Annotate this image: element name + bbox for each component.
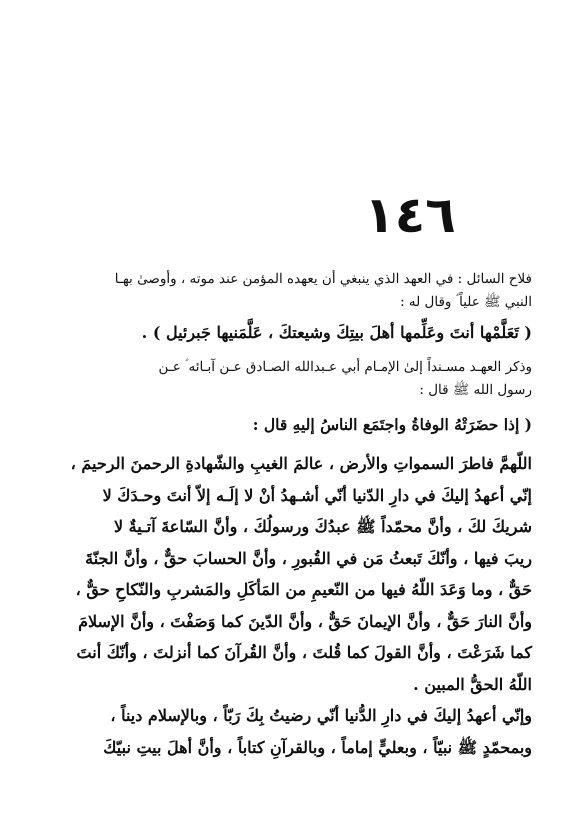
supplication-line: كما شَرَعْتَ ، وأنَّ القولَ كما قُلتَ ، وأنَّ القُرآنَ كما أنزلتَ ، وأنّكَ أنتَ bbox=[76, 643, 532, 662]
supplication-line: وأنَّ النارَ حَقٌّ ، وأنَّ الإيمانَ حَقٌّ ، وأنَّ الدّينَ كما وَصَفْتَ ، وأنَّ الإسلامَ bbox=[78, 611, 532, 631]
page-number: ١٤٦ bbox=[364, 186, 456, 244]
intro-paragraph bbox=[62, 268, 532, 314]
short-prayer-quote bbox=[62, 320, 532, 346]
main-supplication bbox=[62, 448, 532, 700]
intro-line-2: النبي ﷺ علياً ؑ وقال له : bbox=[400, 294, 532, 310]
short-prayer-line: ( تَعَلَّمْها أنتَ وعَلِّمها أهلَ بيتِكَ وشيعتكَ ، عَلَّمَنيها جَبرئيل ) . bbox=[141, 323, 532, 342]
supplication-line: اللّهمَّ فاطرَ السمواتِ والأرض ، عالمَ الغيبِ والشّهادةِ الرحمنَ الرحيمَ ، bbox=[70, 454, 532, 473]
second-supplication bbox=[62, 700, 532, 763]
prayer-heading bbox=[62, 412, 532, 438]
supplication-line: وإنّي أعهدُ إليكَ في دارِ الدُّنيا أنّي رضيتُ بِكَ رَبّاً ، وبالإسلام ديناً ، bbox=[110, 706, 532, 725]
narration-line-2: رسول الله ﷺ قال : bbox=[419, 382, 532, 398]
narration-paragraph bbox=[62, 356, 532, 402]
supplication-line: ريبَ فيها ، وأنّكَ تَبعثُ مَن في القُبورِ ، وأنَّ الحسابَ حقٌّ ، وأنَّ الجنّةَ bbox=[85, 548, 532, 568]
supplication-line: وبمحمّدٍ ﷺ نبيّاً ، وبعليٍّ إماماً ، وبالقرآنِ كتاباً ، وأنَّ أهلَ بيتِ نبيّكَ bbox=[103, 737, 532, 757]
supplication-line: اللّهُ الحقُّ المبين . bbox=[413, 674, 532, 694]
prayer-heading-line: ( إذا حضَرَتْهُ الوفاةُ واجتَمَع الناسُ إليهِ قال : bbox=[252, 415, 532, 434]
supplication-line: حَقٌّ ، وما وَعَدَ اللّهُ فيها من النّعيمِ من المَأكَلِ والمَشربِ والنّكاحِ حقٌّ ، bbox=[75, 580, 532, 599]
supplication-line: إنّي أعهدُ إليكَ في دارِ الدّنيا أنّي أشـهدُ أنْ لا إلَـه إلاّ أنتَ وحـدَكَ لا bbox=[102, 485, 532, 505]
narration-line-1: وذكر العهـد مسـنداً إلىٰ الإمـام أبي عـبدالله الصـادق عـن آبـائه ؑ عـن bbox=[158, 359, 532, 375]
supplication-line: شريكَ لكَ ، وأنَّ محمّداً ﷺ عبدُكَ ورسولُكَ ، وأنَّ السّاعةَ آتـيةٌ لا bbox=[113, 517, 532, 536]
intro-line-1: فلاح السائل : في العهد الذي ينبغي أن يعهده المؤمن عند موته ، وأوصىٰ بهـا bbox=[114, 271, 532, 287]
